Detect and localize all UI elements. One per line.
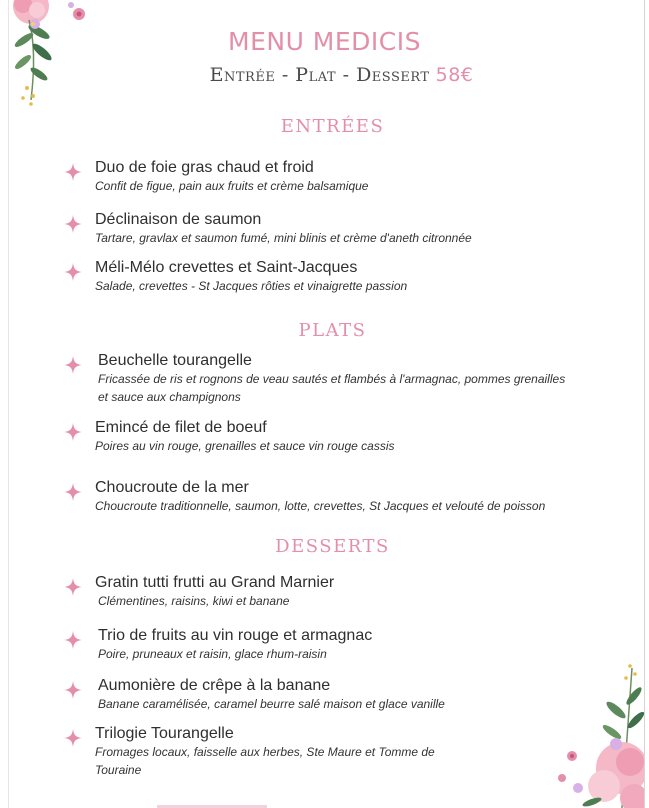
sparkle-icon bbox=[64, 423, 82, 441]
menu-title: MENU MEDICIS bbox=[228, 27, 421, 56]
dish-description: Fromages locaux, faisselle aux herbes, Ste Maure et Tomme de Touraine bbox=[95, 745, 435, 777]
dish-name: Choucroute de la mer bbox=[95, 479, 249, 496]
sparkle-icon bbox=[64, 729, 82, 747]
dish-description: Fricassée de ris et rognons de veau sautés et flambés à l'armagnac, pommes grenailles et sauce aux champignons bbox=[98, 372, 566, 404]
dish-name: Duo de foie gras chaud et froid bbox=[95, 159, 314, 176]
dish-description: Confit de figue, pain aux fruits et crème balsamique bbox=[95, 179, 369, 193]
sparkle-icon bbox=[64, 681, 82, 699]
dish-name: Emincé de filet de boeuf bbox=[95, 419, 267, 436]
dish-description: Poires au vin rouge, grenailles et sauce vin rouge cassis bbox=[95, 439, 395, 453]
courses-line: Entrée - Plat - Dessert bbox=[209, 64, 430, 86]
dish-name: Aumonière de crêpe à la banane bbox=[98, 677, 331, 694]
section-title-desserts: DESSERTS bbox=[275, 536, 390, 557]
dish-description: Banane caramélisée, caramel beurre salé maison et glace vanille bbox=[98, 697, 445, 711]
section-title-plats: PLATS bbox=[298, 320, 367, 341]
sparkle-icon bbox=[64, 215, 82, 233]
section-title-entrees: ENTRÉES bbox=[280, 116, 385, 137]
dish-name: Méli-Mélo crevettes et Saint-Jacques bbox=[95, 259, 358, 276]
floral-decoration-bottom-right bbox=[534, 658, 644, 808]
sparkle-icon bbox=[64, 578, 82, 596]
dish-name: Gratin tutti frutti au Grand Marnier bbox=[95, 574, 335, 591]
dish-description: Salade, crevettes - St Jacques rôties et vinaigrette passion bbox=[95, 279, 408, 293]
dish-name: Trio de fruits au vin rouge et armagnac bbox=[98, 627, 373, 644]
dish-description: Poire, pruneaux et raisin, glace rhum-raisin bbox=[98, 647, 327, 661]
dish-description: Clémentines, raisins, kiwi et banane bbox=[98, 594, 290, 608]
menu-subtitle bbox=[0, 64, 649, 86]
dish-description: Tartare, gravlax et saumon fumé, mini blinis et crème d'aneth citronnée bbox=[95, 231, 472, 245]
sparkle-icon bbox=[64, 483, 82, 501]
floral-decoration-top-left bbox=[9, 0, 104, 115]
dish-description: Choucroute traditionnelle, saumon, lotte, crevettes, St Jacques et velouté de poisson bbox=[95, 499, 546, 513]
sparkle-icon bbox=[64, 263, 82, 281]
sparkle-icon bbox=[64, 163, 82, 181]
menu-price: 58€ bbox=[435, 64, 474, 86]
dish-name: Trilogie Tourangelle bbox=[95, 725, 234, 742]
dish-name: Déclinaison de saumon bbox=[95, 211, 262, 228]
sparkle-icon bbox=[64, 631, 82, 649]
sparkle-icon bbox=[64, 356, 82, 374]
dish-name: Beuchelle tourangelle bbox=[98, 352, 252, 369]
